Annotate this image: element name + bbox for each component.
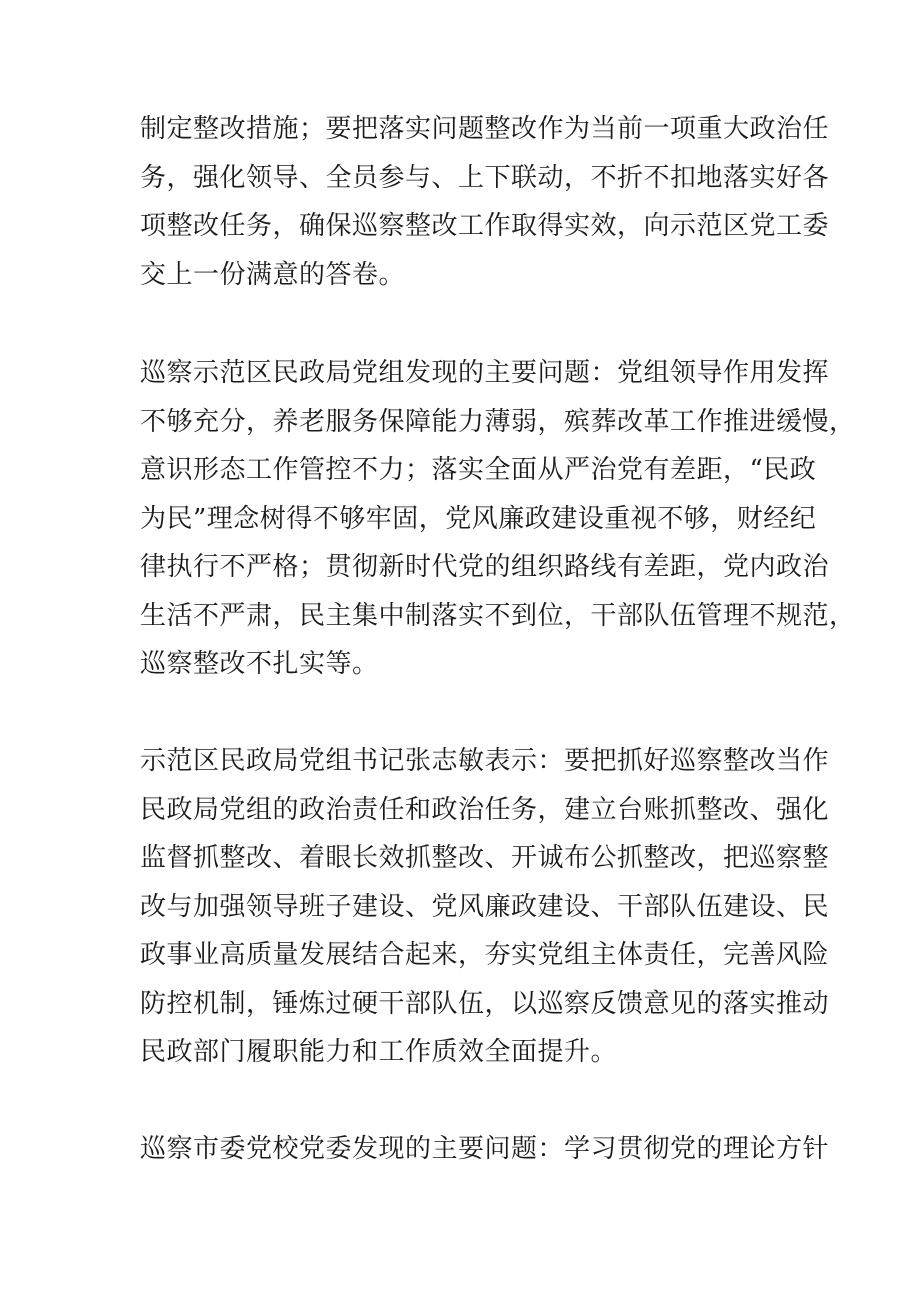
text-line: 意识形态工作管控不力；落实全面从严治党有差距，“民政 [140, 455, 817, 485]
text-line: 交上一份满意的答卷。 [140, 259, 406, 290]
paragraph-civil-affairs-issues [140, 349, 856, 689]
text-line: 示范区民政局党组书记张志敏表示：要把抓好巡察整改当作 [140, 746, 830, 776]
paragraph-secretary-statement [140, 737, 830, 1077]
text-line: 巡察整改不扎实等。 [140, 649, 379, 679]
text-line: 生活不严肃，民主集中制落实不到位，干部队伍管理不规范， [140, 600, 856, 631]
text-line: 防控机制，锤炼过硬干部队伍，以巡察反馈意见的落实推动 [140, 988, 830, 1019]
paragraph-party-school-issues [140, 1125, 830, 1174]
text-line: 不够充分，养老服务保障能力薄弱，殡葬改革工作推进缓慢， [140, 406, 856, 437]
text-line: 律执行不严格；贯彻新时代党的组织路线有差距，党内政治 [140, 552, 830, 582]
text-line: 民政部门履职能力和工作质效全面提升。 [140, 1037, 618, 1067]
text-line: 制定整改措施；要把落实问题整改作为当前一项重大政治任 [140, 114, 830, 144]
text-line: 监督抓整改、着眼长效抓整改、开诚布公抓整改，把巡察整 [140, 843, 830, 873]
text-line: 改与加强领导班子建设、党风廉政建设、干部队伍建设、民 [140, 891, 830, 922]
text-line: 民政局党组的政治责任和政治任务，建立台账抓整改、强化 [140, 794, 830, 825]
paragraph-rectification-measures [140, 105, 830, 299]
text-line: 务，强化领导、全员参与、上下联动，不折不扣地落实好各 [140, 162, 830, 193]
text-line: 巡察市委党校党委发现的主要问题：学习贯彻党的理论方针 [140, 1134, 830, 1164]
text-line: 巡察示范区民政局党组发现的主要问题：党组领导作用发挥 [140, 358, 830, 388]
text-line: 项整改任务，确保巡察整改工作取得实效，向示范区党工委 [140, 211, 830, 241]
text-line: 政事业高质量发展结合起来，夯实党组主体责任，完善风险 [140, 940, 830, 970]
text-line: 为民”理念树得不够牢固，党风廉政建设重视不够，财经纪 [140, 503, 817, 534]
